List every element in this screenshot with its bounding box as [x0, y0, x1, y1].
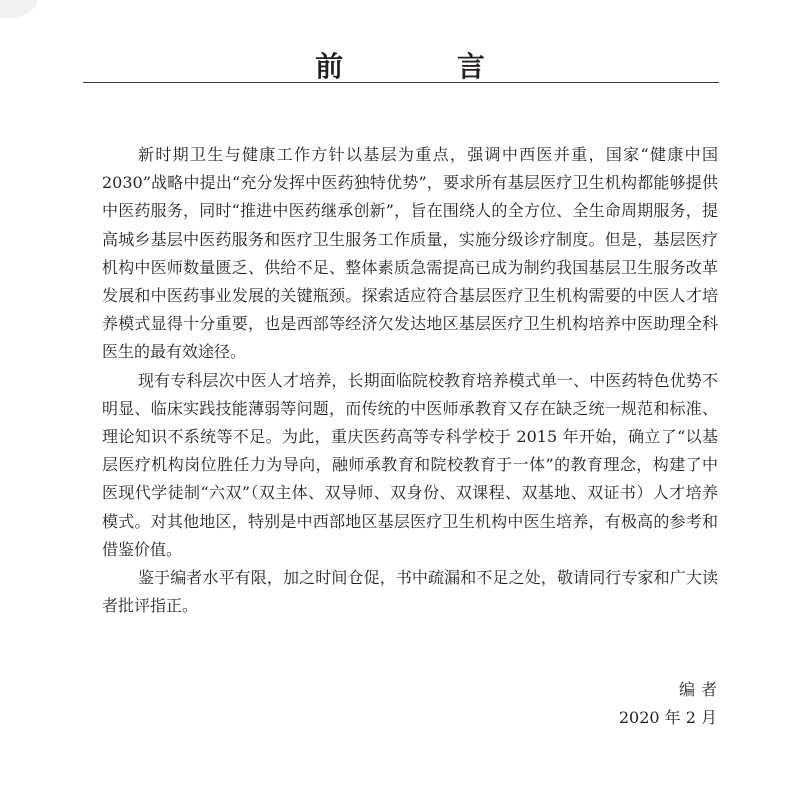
page-title: 前 言	[315, 49, 537, 83]
preface-date: 2020 年 2 月	[618, 708, 717, 727]
editor-signature: 编者	[678, 680, 723, 699]
preface-paragraph-2: 现有专科层次中医人才培养，长期面临院校教育培养模式单一、中医药特色优势不明显、临床实践技能薄弱等问题，而传统的中医师承教育又存在缺乏统一规范和标准、理论知识不系统等不足。为此，重庆医药高等专科学校于 2015 年开始，确立了“以基层医疗机构岗位胜任力为导向，融师承教育和院校教育于一体”的教育理念，构建了中医现代学徒制“六双”（双主体、双导师、双身份、双课程、双基地、双证书）人才培养模式。对其他地区，特别是中西部地区基层医疗卫生机构中医生培养，有极高的参考和借鉴价值。	[102, 370, 718, 559]
preface-body	[102, 141, 718, 620]
title-divider	[83, 82, 719, 83]
preface-paragraph-1: 新时期卫生与健康工作方针以基层为重点，强调中西医并重，国家“健康中国 2030”战略中提出“充分发挥中医药独特优势”，要求所有基层医疗卫生机构都能够提供中医药服务，同时“推进中医药继承创新”，旨在围绕人的全方位、全生命周期服务，提高城乡基层中医药服务和医疗卫生服务工作质量，实施分级诊疗制度。但是，基层医疗机构中医师数量匮乏、供给不足、整体素质急需提高已成为制约我国基层卫生服务改革发展和中医药事业发展的关键瓶颈。探索适应符合基层医疗卫生机构需要的中医人才培养模式显得十分重要，也是西部等经济欠发达地区基层医疗卫生机构培养中医助理全科医生的最有效途径。	[102, 145, 718, 362]
page-corner-mark	[0, 0, 38, 18]
preface-paragraph-3: 鉴于编者水平有限，加之时间仓促，书中疏漏和不足之处，敬请同行专家和广大读者批评指正。	[102, 568, 718, 616]
signoff-block	[618, 676, 723, 732]
